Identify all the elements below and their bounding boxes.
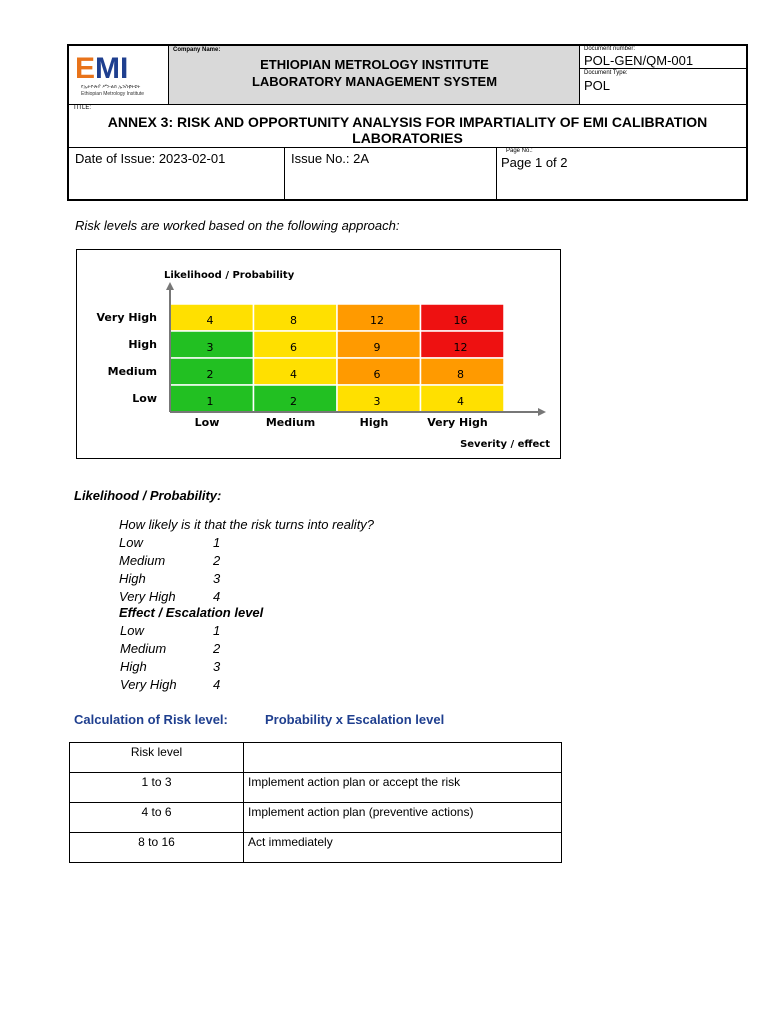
column-label: High [359,416,389,429]
matrix-cell-value: 6 [373,368,381,381]
logo-subtitle: Ethiopian Metrology Institute [81,91,145,97]
scale-value: 3 [213,659,221,674]
title-row [69,105,746,148]
table-cell-range: 1 to 3 [70,773,244,803]
matrix-cell-value: 8 [290,314,297,327]
docnum-label: Document number: [584,46,636,52]
logo-mi: MI [95,52,129,85]
y-axis-label: Likelihood / Probability [164,270,295,281]
scale-label: Very High [120,677,177,692]
logo-amharic: የኢትዮጵያ ሥነ-ልክ ኢንስቲትዩት [81,84,141,90]
scale-label: Very High [119,589,176,604]
risk-matrix-chart [76,249,561,459]
x-axis-label: Severity / effect [460,439,550,450]
logo-cell [69,46,169,105]
document-title-line2: LABORATORIES [352,130,463,146]
issue-number: Issue No.: 2A [291,151,370,166]
matrix-cell-value: 16 [453,314,468,327]
calculation-formula: Probability x Escalation level [265,712,445,727]
table-cell-action: Implement action plan (preventive actions) [244,803,562,833]
date-of-issue: Date of Issue: 2023-02-01 [75,151,226,166]
scale-value: 1 [213,535,221,550]
docnum-value: POL-GEN/QM-001 [584,53,694,68]
risk-level-table [69,742,562,863]
scale-label: Low [120,623,144,638]
table-cell-action: Act immediately [244,833,562,863]
matrix-cell-value: 2 [290,395,297,408]
info-row [69,148,746,199]
table-row [70,803,562,833]
emi-logo [69,46,167,103]
table-row [70,833,562,863]
matrix-cell-value: 12 [370,314,384,327]
matrix-cell-value: 4 [457,395,464,408]
document-title-line1: ANNEX 3: RISK AND OPPORTUNITY ANALYSIS FOR IMPARTIALITY OF EMI CALIBRATION [107,114,708,130]
column-label: Medium [265,416,316,429]
matrix-cell-value: 8 [457,368,464,381]
intro-text: Risk levels are worked based on the following approach: [75,218,400,233]
docnum-divider [580,68,746,69]
scale-value: 4 [213,589,221,604]
table-row [70,773,562,803]
column-label: Low [194,416,220,429]
scale-value: 1 [213,623,221,638]
row-label: Medium [107,365,157,378]
scale-label: High [120,659,147,674]
document-header [67,44,748,201]
info-divider-2 [496,148,497,199]
matrix-cell-value: 9 [373,341,381,354]
scale-value: 2 [213,641,221,656]
page-number: Page 1 of 2 [501,155,568,170]
matrix-cell-value: 4 [290,368,297,381]
table-cell-action: Implement action plan or accept the risk [244,773,562,803]
title-label: TITLE: [73,105,92,111]
page-label: Page No.: [506,148,533,154]
risk-matrix-svg [77,250,560,458]
likelihood-heading: Likelihood / Probability: [74,488,222,503]
doctype-value: POL [584,78,611,93]
company-label: Company Name: [173,47,221,53]
calculation-label: Calculation of Risk level: [74,712,228,727]
table-cell-range: 4 to 6 [70,803,244,833]
effect-heading: Effect / Escalation level [119,605,264,620]
matrix-cell-value: 3 [206,341,214,354]
x-axis-arrow [538,408,546,416]
matrix-cell-value: 6 [290,341,297,354]
matrix-cell-value: 4 [206,314,214,327]
matrix-cell-value: 2 [206,368,214,381]
table-header-row [70,743,562,773]
scale-label: Low [119,535,143,550]
row-label: Low [132,392,157,405]
docnum-cell [580,46,746,105]
row-label: High [128,338,157,351]
logo-e: E [75,52,96,85]
scale-value: 2 [213,553,221,568]
scale-value: 4 [213,677,221,692]
scale-label: Medium [120,641,167,656]
likelihood-question: How likely is it that the risk turns into reality? [119,517,375,532]
matrix-cell-value: 3 [373,395,381,408]
column-label: Very High [427,416,488,429]
table-header-cell: Risk level [70,743,244,773]
company-cell [169,46,580,105]
scale-value: 3 [213,571,221,586]
table-cell-range: 8 to 16 [70,833,244,863]
table-header-cell [244,743,562,773]
row-label: Very High [96,311,157,324]
doctype-label: Document Type: [584,70,628,76]
scale-label: High [119,571,146,586]
scale-label: Medium [119,553,166,568]
company-name: ETHIOPIAN METROLOGY INSTITUTE [260,57,489,72]
y-axis-arrow [166,282,174,290]
matrix-cell-value: 1 [206,395,214,408]
info-divider-1 [284,148,285,199]
matrix-cell-value: 12 [453,341,468,354]
system-name: LABORATORY MANAGEMENT SYSTEM [251,74,498,89]
